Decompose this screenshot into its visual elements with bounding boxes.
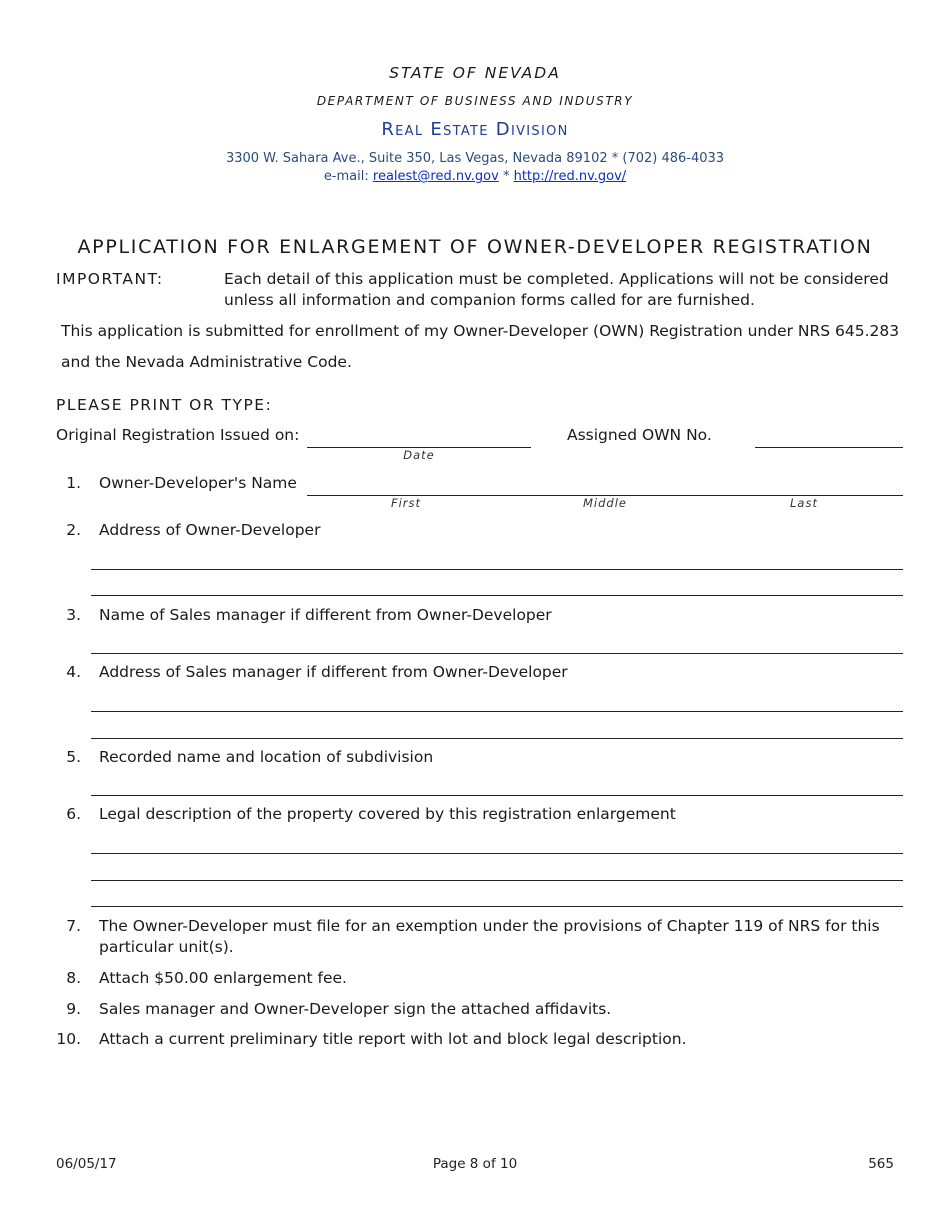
state-heading: STATE OF NEVADA xyxy=(389,64,561,82)
last-caption: Last xyxy=(790,496,818,510)
owner-developer-address-line-1[interactable] xyxy=(91,569,903,570)
item-2-number: 2. xyxy=(66,521,81,539)
item-9-text: Sales manager and Owner-Developer sign the attached affidavits. xyxy=(99,1000,612,1018)
contact-line xyxy=(0,169,950,184)
item-4-number: 4. xyxy=(66,663,81,681)
item-10-text: Attach a current preliminary title report with lot and block legal description. xyxy=(99,1030,687,1048)
item-10-number: 10. xyxy=(56,1030,81,1048)
item-9-number: 9. xyxy=(66,1000,81,1018)
item-7-number: 7. xyxy=(66,917,81,935)
own-number-field[interactable] xyxy=(755,447,903,448)
footer-date: 06/05/17 xyxy=(56,1156,117,1172)
sales-manager-address-line-2[interactable] xyxy=(91,738,903,739)
item-7-text-continued: particular unit(s). xyxy=(99,938,234,956)
department-heading: DEPARTMENT OF BUSINESS AND INDUSTRY xyxy=(316,94,634,108)
sales-manager-address-line-1[interactable] xyxy=(91,711,903,712)
legal-description-line-2[interactable] xyxy=(91,880,903,881)
contact-separator: * xyxy=(502,169,510,184)
intro-line-2: and the Nevada Administrative Code. xyxy=(61,353,352,371)
print-instruction: PLEASE PRINT OR TYPE: xyxy=(56,396,273,414)
intro-line-1: This application is submitted for enrollment of my Owner-Developer (OWN) Registration under NRS 645.283 xyxy=(61,322,900,340)
item-2-text: Address of Owner-Developer xyxy=(99,521,321,539)
item-3-number: 3. xyxy=(66,606,81,624)
item-5-number: 5. xyxy=(66,748,81,766)
important-line-2: unless all information and companion forms called for are furnished. xyxy=(224,291,755,309)
date-caption: Date xyxy=(403,448,435,462)
legal-description-line-3[interactable] xyxy=(91,906,903,907)
division-address: 3300 W. Sahara Ave., Suite 350, Las Vegas, Nevada 89102 * (702) 486-4033 xyxy=(225,151,725,166)
email-label: e-mail: xyxy=(323,169,369,184)
footer-page-number: Page 8 of 10 xyxy=(432,1156,518,1172)
subdivision-line[interactable] xyxy=(91,795,903,796)
owner-developer-address-line-2[interactable] xyxy=(91,595,903,596)
item-8-number: 8. xyxy=(66,969,81,987)
website-link[interactable]: http://red.nv.gov/ xyxy=(513,169,627,184)
item-7-text: The Owner-Developer must file for an exemption under the provisions of Chapter 119 of NRS for this xyxy=(99,917,880,935)
important-label: IMPORTANT: xyxy=(56,270,164,288)
important-line-1: Each detail of this application must be completed. Applications will not be considered xyxy=(224,270,889,288)
first-caption: First xyxy=(390,496,422,510)
item-8-text: Attach $50.00 enlargement fee. xyxy=(99,969,347,987)
own-number-label: Assigned OWN No. xyxy=(567,426,712,444)
form-title: APPLICATION FOR ENLARGEMENT OF OWNER-DEVELOPER REGISTRATION xyxy=(77,236,873,258)
middle-caption: Middle xyxy=(583,496,627,510)
item-6-number: 6. xyxy=(66,805,81,823)
sales-manager-name-line[interactable] xyxy=(91,653,903,654)
legal-description-line-1[interactable] xyxy=(91,853,903,854)
item-1-text: Owner-Developer's Name xyxy=(99,474,297,492)
item-3-text: Name of Sales manager if different from Owner-Developer xyxy=(99,606,552,624)
original-registration-label: Original Registration Issued on: xyxy=(56,426,300,444)
division-heading: Real Estate Division xyxy=(381,119,569,140)
email-link[interactable]: realest@red.nv.gov xyxy=(372,169,499,184)
item-5-text: Recorded name and location of subdivision xyxy=(99,748,434,766)
footer-form-number: 565 xyxy=(868,1156,894,1172)
item-4-text: Address of Sales manager if different from Owner-Developer xyxy=(99,663,568,681)
item-6-text: Legal description of the property covered by this registration enlargement xyxy=(99,805,676,823)
item-1-number: 1. xyxy=(66,474,81,492)
